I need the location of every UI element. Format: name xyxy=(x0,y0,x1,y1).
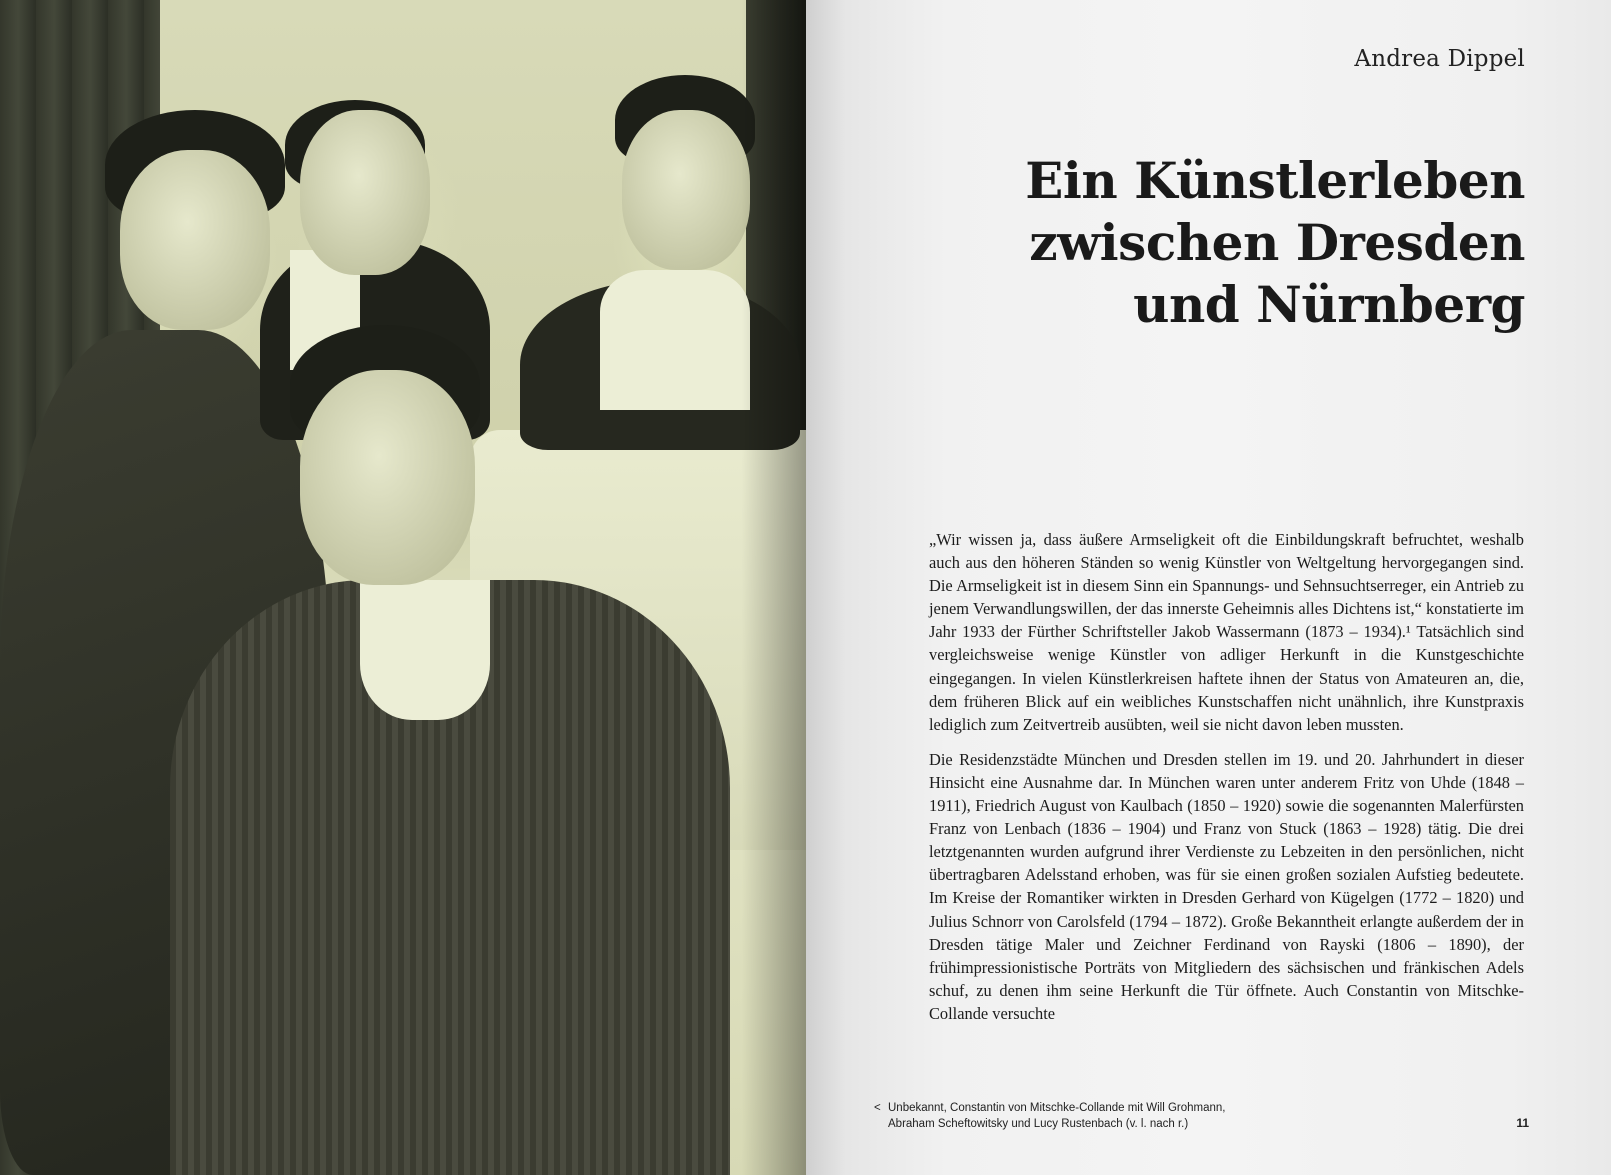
title-line-2: zwischen Dresden xyxy=(1029,213,1525,272)
author-name: Andrea Dippel xyxy=(1354,46,1525,72)
chapter-title xyxy=(1025,150,1525,336)
caption-line-1: Unbekannt, Constantin von Mitschke-Collande mit Will Grohmann, xyxy=(888,1102,1226,1114)
body-text xyxy=(929,528,1524,1037)
caption-line-2: Abraham Scheftowitsky und Lucy Rustenbach (v. l. nach r.) xyxy=(888,1118,1189,1130)
paragraph-2: Die Residenzstädte München und Dresden stellen im 19. und 20. Jahrhundert in dieser Hinsicht eine Ausnahme dar. In München waren unter anderem Fritz von Uhde (1848 – 1911), Friedrich August von Kaulbach (1850 – 1920) sowie die sogenannten Malerfürsten Franz von Lenbach (1836 – 1904) und Franz von Stuck (1863 – 1928) tätig. Die drei letztgenannten wurden aufgrund ihrer Verdienste zu Lebzeiten in den persönlichen, nicht übertragbaren Adelsstand erhoben, was für sie einen großen sozialen Aufstieg bedeutete. Im Kreise der Romantiker wirkten in Dresden Gerhard von Kügelgen (1772 – 1820) und Julius Schnorr von Carolsfeld (1794 – 1872). Große Bekanntheit erlangte außerdem der in Dresden tätige Maler und Zeichner Ferdinand von Rayski (1806 – 1890), der frühimpressionistische Porträts von Mitgliedern des sächsischen und fränkischen Adels schuf, zu denen ihm seine Herkunft die Tür öffnete. Auch Constantin von Mitschke-Collande versuchte xyxy=(929,749,1524,1023)
paragraph-1: „Wir wissen ja, dass äußere Armseligkeit oft die Einbildungskraft befruchtet, weshalb auch aus den höheren Ständen so wenig Künstler von Weltgeltung hervorgegangen sind. Die Armseligkeit ist in diesem Sinn ein Spannungs- und Sehnsuchtserreger, ein Antrieb zu jenem Verwandlungswillen, der das innerste Geheimnis alles Dichtens ist,“ konstatierte im Jahr 1933 der Fürther Schriftsteller Jakob Wassermann (1873 – 1934).¹ Tatsächlich sind vergleichsweise wenige Künstler von adliger Herkunft in die Kunstgeschichte eingegangen. In vielen Künstlerkreisen haftete ihnen der Status von Amateuren an, die, dem früheren Blick auf ein weibliches Kunstschaffen nicht unähnlich, ihre Kunstpraxis lediglich zum Zeitvertreib ausübten, weil sie nicht davon leben mussten. xyxy=(929,530,1524,734)
page-number: 11 xyxy=(1516,1116,1529,1130)
right-page-text xyxy=(806,0,1611,1175)
title-line-3: und Nürnberg xyxy=(1133,275,1525,334)
title-line-1: Ein Künstlerleben xyxy=(1025,151,1525,210)
photo-caption xyxy=(874,1100,1225,1132)
caption-arrow-icon: < xyxy=(874,1102,881,1114)
